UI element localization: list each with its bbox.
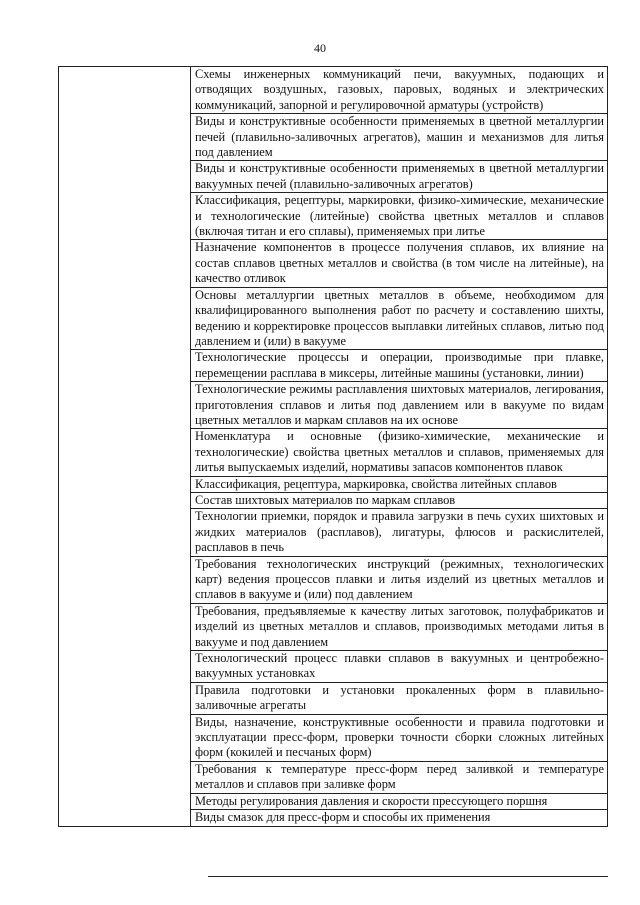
- bottom-divider: [208, 876, 608, 877]
- knowledge-table: [58, 66, 608, 827]
- knowledge-table-body: [59, 67, 608, 827]
- knowledge-item-cell: Методы регулирования давления и скорости прессующего поршня: [191, 793, 608, 809]
- knowledge-item-cell: Виды и конструктивные особенности применяемых в цветной металлургии вакуумных печей (плавильно-заливочных агрегатов): [191, 161, 608, 193]
- page-number: 40: [314, 41, 326, 55]
- knowledge-item-cell: Технологические процессы и операции, производимые при плавке, перемещении расплава в миксеры, литейные машины (установки, линии): [191, 350, 608, 382]
- knowledge-item-cell: Классификация, рецептуры, маркировки, физико-химические, механические и технологические (литейные) свойства цветных металлов и сплавов (включая титан и его сплавы), применяемых при литье: [191, 193, 608, 240]
- knowledge-item-cell: Классификация, рецептура, маркировка, свойства литейных сплавов: [191, 476, 608, 492]
- knowledge-item-cell: Состав шихтовых материалов по маркам сплавов: [191, 492, 608, 508]
- left-column-cell: [59, 67, 191, 827]
- knowledge-item-cell: Схемы инженерных коммуникаций печи, вакуумных, подающих и отводящих воздушных, газовых, паровых, водяных и электрических коммуникаций, запорной и регулировочной арматуры (устройств): [191, 67, 608, 114]
- knowledge-item-cell: Виды и конструктивные особенности применяемых в цветной металлургии печей (плавильно-заливочных агрегатов), машин и механизмов для литья под давлением: [191, 114, 608, 161]
- knowledge-item-cell: Виды смазок для пресс-форм и способы их применения: [191, 810, 608, 826]
- knowledge-item-cell: Требования технологических инструкций (режимных, технологических карт) ведения процессов плавки и литья изделий из цветных металлов и сплавов в вакууме и (или) под давлением: [191, 556, 608, 603]
- knowledge-item-cell: Технологии приемки, порядок и правила загрузки в печь сухих шихтовых и жидких материалов (расплавов), лигатуры, флюсов и раскислителей, расплавов в печь: [191, 509, 608, 556]
- knowledge-item-cell: Основы металлургии цветных металлов в объеме, необходимом для квалифицированного выполнения работ по расчету и составлению шихты, ведению и корректировке процессов выплавки литейных сплавов, литью под давлением и (или) в вакууме: [191, 287, 608, 350]
- knowledge-item-cell: Технологические режимы расплавления шихтовых материалов, легирования, приготовления сплавов и литья под давлением или в вакууме по видам цветных металлов и маркам сплавов на их основе: [191, 382, 608, 429]
- table-row: [59, 67, 608, 114]
- knowledge-item-cell: Правила подготовки и установки прокаленных форм в плавильно-заливочные агрегаты: [191, 682, 608, 714]
- knowledge-item-cell: Виды, назначение, конструктивные особенности и правила подготовки и эксплуатации пресс-форм, проверки точности сборки сложных литейных форм (кокилей и песчаных форм): [191, 714, 608, 761]
- knowledge-item-cell: Назначение компонентов в процессе получения сплавов, их влияние на состав сплавов цветных металлов и свойства (в том числе на литейные), на качество отливок: [191, 240, 608, 287]
- knowledge-item-cell: Технологический процесс плавки сплавов в вакуумных и центробежно-вакуумных установках: [191, 651, 608, 683]
- knowledge-item-cell: Требования к температуре пресс-форм перед заливкой и температуре металлов и сплавов при заливке форм: [191, 761, 608, 793]
- knowledge-item-cell: Требования, предъявляемые к качеству литых заготовок, полуфабрикатов и изделий из цветных металлов и сплавов, производимых методами литья в вакууме и под давлением: [191, 603, 608, 650]
- knowledge-item-cell: Номенклатура и основные (физико-химические, механические и технологические) свойства цветных металлов и сплавов, применяемых для литья выпускаемых изделий, нормативы запасов компонентов плавок: [191, 429, 608, 476]
